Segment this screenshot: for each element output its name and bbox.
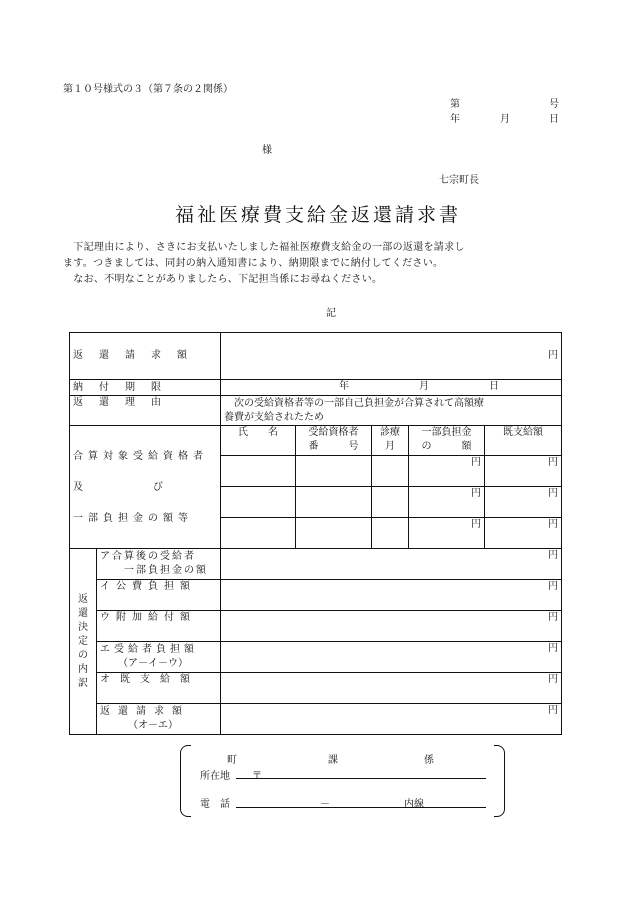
col-header-month: 診療 月	[372, 426, 409, 456]
combined-target-label: 合算対象受給資格者 及 び 一部負担金の額等	[70, 426, 221, 549]
copay-cell[interactable]: 円	[409, 518, 485, 549]
month-cell[interactable]	[372, 456, 409, 487]
row-a-label: ア合算後の受給者 一部負担金の額	[97, 549, 221, 580]
col-header-name: 氏 名	[221, 426, 296, 456]
contact-box	[180, 745, 505, 817]
copay-cell[interactable]: 円	[409, 487, 485, 518]
row-o-label: オ既支給額	[97, 673, 221, 704]
address-line[interactable]	[236, 778, 486, 779]
phone-line[interactable]	[236, 807, 486, 808]
claim-amount-label: 返還請求額	[70, 333, 221, 380]
extension-label: 内線	[404, 799, 424, 810]
contact-subsection: 係	[424, 755, 434, 766]
name-cell[interactable]	[221, 487, 296, 518]
doc-number-suffix: 号	[549, 99, 559, 110]
reason-label: 返還理由	[70, 396, 221, 426]
intro-line-2: ます。つきましては、同封の納入通知書により、納期限までに納付してください。	[63, 258, 444, 269]
month-cell[interactable]	[372, 487, 409, 518]
reason-text: 次の受給資格者等の一部自己負担金が合算されて高額療 養費が支給されたため	[221, 396, 562, 426]
phone-dash: －	[320, 799, 330, 810]
form-number: 第１０号様式の３（第７条の２関係）	[63, 84, 233, 95]
due-date-label: 納付期限	[70, 380, 221, 396]
row-u-label: ウ附加給付額	[97, 611, 221, 642]
name-cell[interactable]	[221, 456, 296, 487]
intro-line-3: なお、不明なことがありましたら、下記担当係にお尋ねください。	[63, 274, 383, 285]
claim-form-table	[69, 332, 562, 735]
contact-section: 課	[328, 755, 338, 766]
copay-cell[interactable]: 円	[409, 456, 485, 487]
row-e-value[interactable]: 円	[221, 642, 562, 673]
col-header-copay: 一部負担金 の 額	[409, 426, 485, 456]
addressee-suffix: 様	[262, 145, 272, 156]
doc-number-label: 第	[450, 99, 460, 110]
date-day: 日	[549, 114, 559, 125]
row-e-label: エ受給者負担額 （ア－イ－ウ）	[97, 642, 221, 673]
paid-cell[interactable]: 円	[485, 456, 562, 487]
claim-amount-value[interactable]: 円	[221, 333, 562, 380]
paid-cell[interactable]: 円	[485, 518, 562, 549]
ki-marker: 記	[326, 308, 336, 319]
due-date-value[interactable]: 年 月 日	[221, 380, 562, 396]
bracket-left	[180, 745, 191, 817]
paid-cell[interactable]: 円	[485, 487, 562, 518]
name-cell[interactable]	[221, 518, 296, 549]
phone-label: 電 話	[200, 799, 230, 810]
cert-cell[interactable]	[296, 487, 372, 518]
page-title: 福祉医療費支給金返還請求書	[175, 204, 462, 226]
bracket-right	[494, 745, 505, 817]
date-year: 年	[450, 114, 460, 125]
row-a-value[interactable]: 円	[221, 549, 562, 580]
date-month: 月	[500, 114, 510, 125]
col-header-paid: 既支給額	[485, 426, 562, 456]
row-i-label: イ公費負担額	[97, 580, 221, 611]
address-label: 所在地	[200, 771, 230, 782]
issuer: 七宗町長	[439, 175, 479, 186]
row-claim-label: 返還請求額 （オ－エ）	[97, 704, 221, 735]
cert-cell[interactable]	[296, 518, 372, 549]
col-header-cert: 受給資格者 番 号	[296, 426, 372, 456]
row-o-value[interactable]: 円	[221, 673, 562, 704]
row-u-value[interactable]: 円	[221, 611, 562, 642]
row-claim-value[interactable]: 円	[221, 704, 562, 735]
contact-town: 町	[227, 755, 237, 766]
month-cell[interactable]	[372, 518, 409, 549]
postal-mark: 〒	[252, 771, 262, 782]
cert-cell[interactable]	[296, 456, 372, 487]
breakdown-vertical-label: 返 還 決 定 の 内 訳	[70, 549, 97, 735]
intro-line-1: 下記理由により、さきにお支払いたしました福祉医療費支給金の一部の返還を請求し	[63, 242, 465, 253]
row-i-value[interactable]: 円	[221, 580, 562, 611]
